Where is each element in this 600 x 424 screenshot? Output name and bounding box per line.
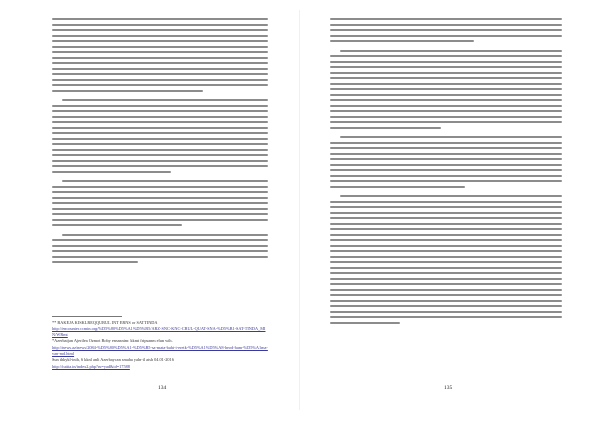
left-page-number: 134 xyxy=(158,385,167,391)
footnote-rule xyxy=(52,316,122,317)
right-page-number: 135 xyxy=(444,385,453,391)
footnotes xyxy=(52,316,268,370)
right-page-body-text xyxy=(330,18,562,327)
footnote-link-3[interactable]: http://tuttia.in/index2.php?ru=yad&id=17588 xyxy=(52,363,130,369)
footnote-note-3: Sun thkykl-inih, 6 kknl anli Azerbaycan smaha yaln-il atsh 04.01-2016 xyxy=(52,357,174,363)
left-page-body-text xyxy=(52,18,268,267)
footnote-link-2[interactable]: http://news.az/news/2084-%D5%80%D5%A1-%D5%B5-sa-mata-bahi-i-eretk-%D5%A1%D5%A8-heod-ham-%D5%A1ma-van-md.html xyxy=(52,344,268,356)
footnote-note-2: *Azerbaijan Ajerilea Ozmot Boby ensnsnim: kkmt fripsanm elun wih. xyxy=(52,338,173,344)
footnote-heading: ** BAKEJA KISKLREQQURUL INT ERNS or SATTINDA xyxy=(52,319,158,325)
right-page xyxy=(300,0,600,424)
footnote-link-1[interactable]: http://encounter.ccmin.org/%D5%80%D5%A1%D5%B5/ARZ-SNC-KNC-CRUL-QUAT-SNA-%D5%B1-SAT-TINDA_MIN/WRmt xyxy=(52,326,266,337)
